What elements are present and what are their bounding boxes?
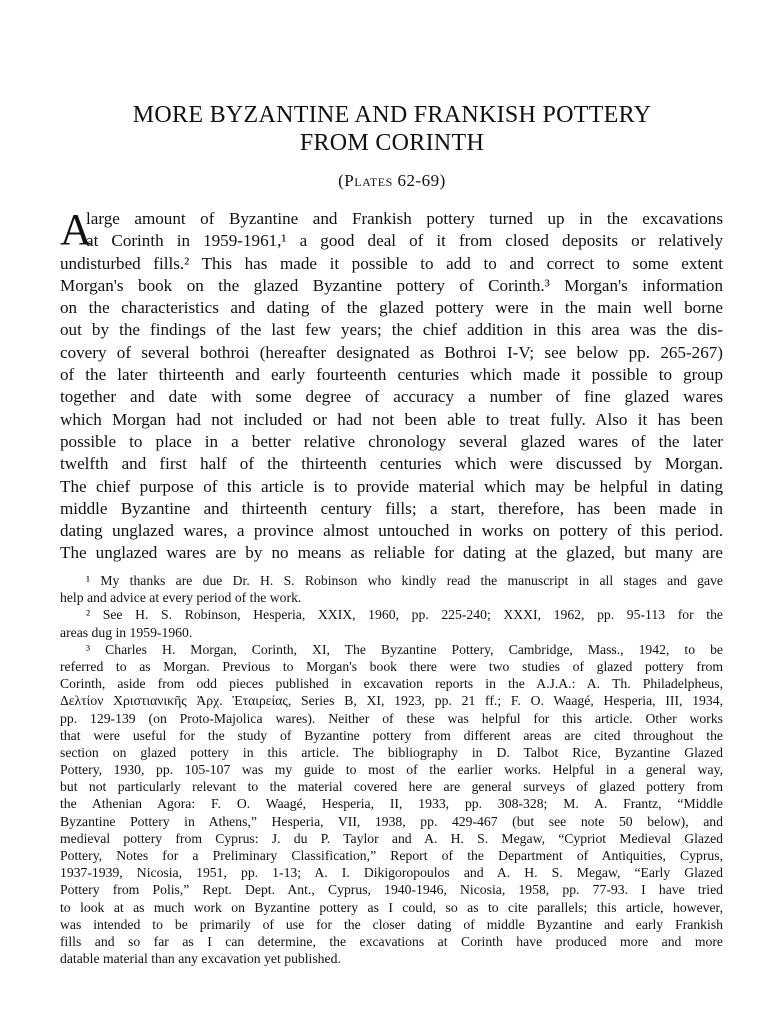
body-text: [60, 205, 723, 565]
footnote-line: help and advice at every period of the work.: [60, 590, 302, 606]
footnote-line: that were useful for the study of Byzantine pottery from different areas are cited throughout the: [60, 727, 723, 743]
body-line: The unglazed wares are by no means as reliable for dating at the glazed, but many are: [60, 543, 723, 563]
footnote-line: referred to as Morgan. Previous to Morgan's book there were two studies of glazed pottery from: [60, 658, 723, 674]
body-line: The chief purpose of this article is to provide material which may be helpful in dating: [60, 476, 723, 496]
footnote-line: areas dug in 1959-1960.: [60, 624, 193, 640]
body-line: twelfth and first half of the thirteenth centuries which were discussed by Morgan.: [60, 454, 723, 474]
body-line: out by the findings of the last few years; the chief addition in this area was the dis-: [60, 320, 723, 340]
footnote-line: the Athenian Agora: F. O. Waagé, Hesperia, II, 1933, pp. 308-328; M. A. Frantz, “Middle: [60, 796, 723, 812]
footnote-line: section on glazed pottery in this article. The bibliography in D. Talbot Rice, Byzantine Glazed: [60, 744, 723, 760]
footnote-line: datable material than any excavation yet published.: [60, 951, 341, 967]
plates-reference: (Plates 62-69): [338, 171, 446, 190]
footnote-line: 1937-1939, Nicosia, 1951, pp. 1-13; A. I. Dikigoropoulos and A. H. S. Megaw, “Early Glazed: [60, 865, 723, 881]
footnote-line: ³ Charles H. Morgan, Corinth, XI, The Byzantine Pottery, Cambridge, Mass., 1942, to be: [86, 641, 723, 657]
footnote-line: Byzantine Pottery in Athens,” Hesperia, VII, 1938, pp. 429-467 (but see note 50 below), and: [60, 813, 723, 829]
footnote-line: but not particularly relevant to the material covered here are general surveys of glazed pottery from: [60, 779, 723, 795]
footnote-line: pp. 129-139 (on Proto-Majolica wares). Neither of these was helpful for this article. Other works: [60, 710, 723, 726]
footnotes: [60, 572, 723, 967]
body-line: undisturbed fills.² This has made it possible to add to and correct to some extent: [60, 253, 723, 273]
footnote-line: Pottery from Polis,” Rept. Dept. Ant., Cyprus, 1940-1946, Nicosia, 1958, pp. 77-93. I have tried: [60, 882, 723, 898]
footnote-line: to look at as much work on Byzantine pottery as I could, so as to cite parallels; this article, however,: [60, 899, 723, 915]
footnote-line: Pottery, Notes for a Preliminary Classification,” Report of the Department of Antiquities, Cyprus,: [60, 848, 723, 863]
body-line: large amount of Byzantine and Frankish pottery turned up in the excavations: [86, 209, 723, 228]
article-title-line-2: FROM CORINTH: [299, 130, 485, 156]
body-line: Morgan's book on the glazed Byzantine pottery of Corinth.³ Morgan's information: [60, 275, 723, 295]
body-line: together and date with some degree of accuracy a number of fine glazed wares: [60, 387, 723, 407]
body-line: which Morgan had not included or had not been able to treat fully. Also it has been: [60, 409, 723, 429]
footnote-line: ² See H. S. Robinson, Hesperia, XXIX, 1960, pp. 225-240; XXXI, 1962, pp. 95-113 for the: [86, 607, 723, 623]
drop-cap: A: [60, 205, 92, 254]
body-line: dating unglazed wares, a province almost untouched in works on pottery of this period.: [60, 521, 723, 541]
footnote-line: was intended to be primarily of use for the closer dating of middle Byzantine and early Frankish: [60, 916, 723, 932]
footnote-line: medieval pottery from Cyprus: J. du P. Taylor and A. H. S. Megaw, “Cypriot Medieval Glazed: [60, 830, 723, 846]
body-line: of the later thirteenth and early fourteenth centuries which made it possible to group: [60, 365, 723, 385]
footnote-line: ¹ My thanks are due Dr. H. S. Robinson who kindly read the manuscript in all stages and gave: [86, 573, 723, 588]
body-line: covery of several bothroi (hereafter designated as Bothroi I-V; see below pp. 265-267): [60, 342, 723, 362]
body-line: on the characteristics and dating of the glazed pottery were in the main well borne: [60, 298, 723, 318]
footnote-line: Δελτίον Χριστιανικῆς Ἀρχ. Ἑταιρείας, Series B, XI, 1923, pp. 21 ff.; F. O. Waagé, Hesperia, III, 1934,: [60, 693, 723, 709]
body-line: possible to place in a better relative chronology several glazed wares of the later: [60, 431, 723, 451]
body-line: at Corinth in 1959-1961,¹ a good deal of it from closed deposits or relatively: [86, 231, 723, 251]
body-line: middle Byzantine and thirteenth century fills; a start, therefore, has been made in: [60, 498, 723, 518]
footnote-line: Corinth, aside from odd pieces published in excavation reports in the A.J.A.: A. Th. Philadelpheus,: [60, 676, 723, 692]
article-title-line-1: MORE BYZANTINE AND FRANKISH POTTERY: [132, 102, 652, 128]
footnote-line: Pottery, 1930, pp. 105-107 was my guide to most of the earlier works. Helpful in a general way,: [60, 762, 723, 778]
footnote-line: fills and so far as I can determine, the excavations at Corinth have produced more and more: [60, 933, 723, 949]
